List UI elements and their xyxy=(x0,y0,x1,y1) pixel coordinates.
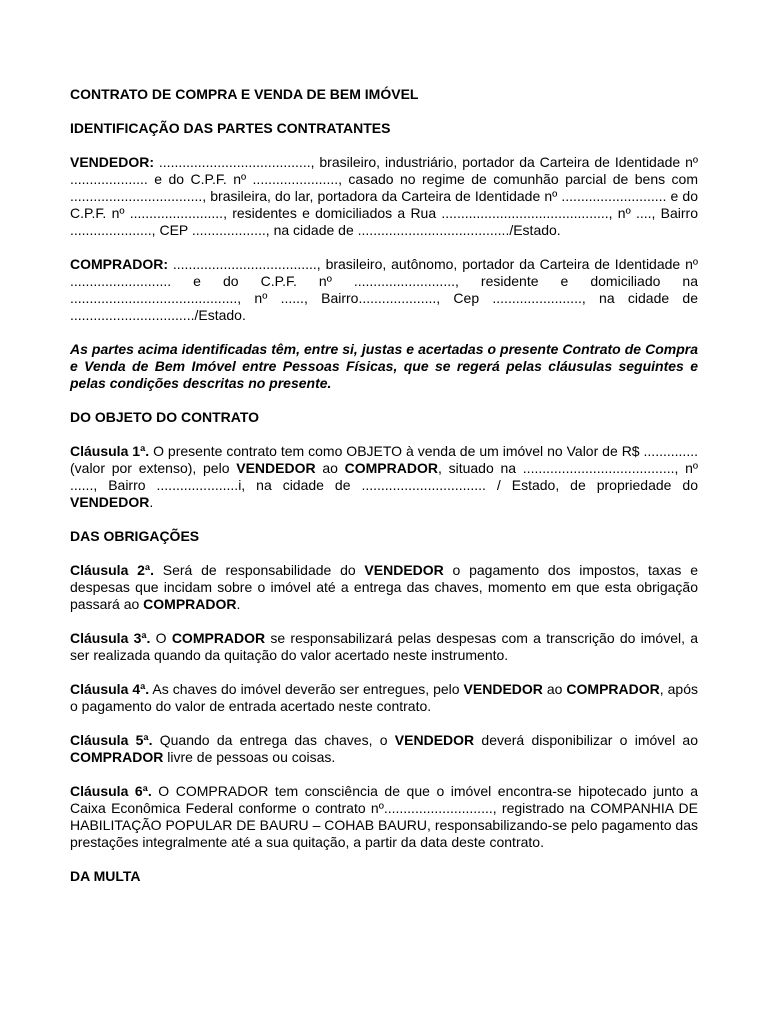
clausula-2-vendedor: VENDEDOR xyxy=(364,562,444,578)
clausula-1-label: Cláusula 1ª. xyxy=(70,443,150,459)
comprador-text: ....................................., brasileiro, autônomo, portador da Carteira de Identidade nº .......................... e do C.P.F. nº .........................., residente e domiciliado na ..........................................., nº ......, Bairro...................., Cep ......................., na cidade de ................................/Estado. xyxy=(70,256,698,323)
clausula-1-text-d: . xyxy=(149,494,154,510)
clausula-4-text-a: As chaves do imóvel deverão ser entregues, pelo xyxy=(149,681,464,697)
clausula-6-text-a: O COMPRADOR tem consciência de que o imóvel encontra-se hipotecado junto a Caixa Econômica Federal conforme o contrato nº............................, registrado na COMPANHIA DE HABILITAÇÃO POPULAR DE BAURU – COHAB BAURU, responsabilizando-se pelo pagamento das prestações integralmente até a sua quitação, a partir da data deste contrato. xyxy=(70,783,698,850)
clausula-3-label: Cláusula 3ª. xyxy=(70,630,151,646)
comprador-paragraph xyxy=(70,256,698,324)
clausula-1-text-a: O presente contrato tem como OBJETO à venda de um imóvel no Valor de R$ .............. (valor por extenso), pelo xyxy=(70,443,698,476)
clausula-1-vendedor: VENDEDOR xyxy=(236,460,316,476)
clausula-1-text-c: , situado na ......................................., nº ......, Bairro .....................i, na cidade de ................................ / Estado, de propriedade do xyxy=(70,460,699,493)
clausula-2-text-c: . xyxy=(236,596,241,612)
section-heading-objeto: DO OBJETO DO CONTRATO xyxy=(70,409,260,425)
clausula-3-comprador: COMPRADOR xyxy=(171,630,266,646)
clausula-6-paragraph xyxy=(70,783,698,851)
clausula-4-text-c: , após o pagamento do valor de entrada acertado neste contrato. xyxy=(70,681,698,714)
clausula-5-text-c: livre de pessoas ou coisas. xyxy=(163,749,336,765)
clausula-4-vendedor: VENDEDOR xyxy=(463,681,543,697)
clausula-4-label: Cláusula 4ª. xyxy=(70,681,150,697)
clausula-1-text-b: ao xyxy=(315,460,345,476)
section-heading-identificacao: IDENTIFICAÇÃO DAS PARTES CONTRATANTES xyxy=(70,120,391,136)
clausula-5-paragraph xyxy=(70,732,698,766)
clausula-2-text-b: o pagamento dos impostos, taxas e despesas que incidam sobre o imóvel até a entrega das chaves, momento em que esta obrigação passará ao xyxy=(70,562,698,612)
clausula-5-comprador: COMPRADOR xyxy=(70,749,164,765)
clausula-2-paragraph xyxy=(70,562,698,613)
clausula-2-comprador: COMPRADOR xyxy=(143,596,237,612)
clausula-2-text-a: Será de responsabilidade do xyxy=(153,562,365,578)
vendedor-label: VENDEDOR: xyxy=(70,154,155,170)
clausula-4-paragraph xyxy=(70,681,698,715)
clausula-6-label: Cláusula 6ª. xyxy=(70,783,152,799)
vendedor-paragraph xyxy=(70,154,698,239)
clausula-1-comprador: COMPRADOR xyxy=(344,460,438,476)
section-heading-multa: DA MULTA xyxy=(70,868,141,884)
comprador-label: COMPRADOR: xyxy=(70,256,168,272)
vendedor-text: ......................................., brasileiro, industriário, portador da Carteira de Identidade nº .................... e do C.P.F. nº ......................, casado no regime de comunhão parcial de bens com .................................., brasileira, do lar, portadora da Carteira de Identidade nº ........................... e do C.P.F. nº ........................, residentes e domiciliados a Rua ..........................................., nº ...., Bairro ....................., CEP ..................., na cidade de ......................................./Estado. xyxy=(70,154,698,238)
clausula-5-vendedor: VENDEDOR xyxy=(394,732,475,748)
intro-paragraph: As partes acima identificadas têm, entre si, justas e acertadas o presente Contrato de Compra e Venda de Bem Imóvel entre Pessoas Físicas, que se regerá pelas cláusulas seguintes e pelas condições descritas no presente. xyxy=(70,341,698,391)
clausula-3-text-a: O xyxy=(150,630,172,646)
clausula-1-paragraph xyxy=(70,443,698,511)
contract-document xyxy=(70,86,698,885)
clausula-3-text-b: se responsabilizará pelas despesas com a transcrição do imóvel, a ser realizada quando da quitação do valor acertado neste instrumento. xyxy=(70,630,699,663)
clausula-5-label: Cláusula 5ª. xyxy=(70,732,153,748)
document-title: CONTRATO DE COMPRA E VENDA DE BEM IMÓVEL xyxy=(70,86,419,102)
clausula-1-vendedor-2: VENDEDOR xyxy=(70,494,150,510)
clausula-4-comprador: COMPRADOR xyxy=(566,681,660,697)
clausula-5-text-b: deverá disponibilizar o imóvel ao xyxy=(474,732,699,748)
clausula-2-label: Cláusula 2ª. xyxy=(70,562,154,578)
section-heading-obrigacoes: DAS OBRIGAÇÕES xyxy=(70,528,200,544)
clausula-3-paragraph xyxy=(70,630,698,664)
clausula-5-text-a: Quando da entrega das chaves, o xyxy=(152,732,395,748)
clausula-4-text-b: ao xyxy=(542,681,567,697)
